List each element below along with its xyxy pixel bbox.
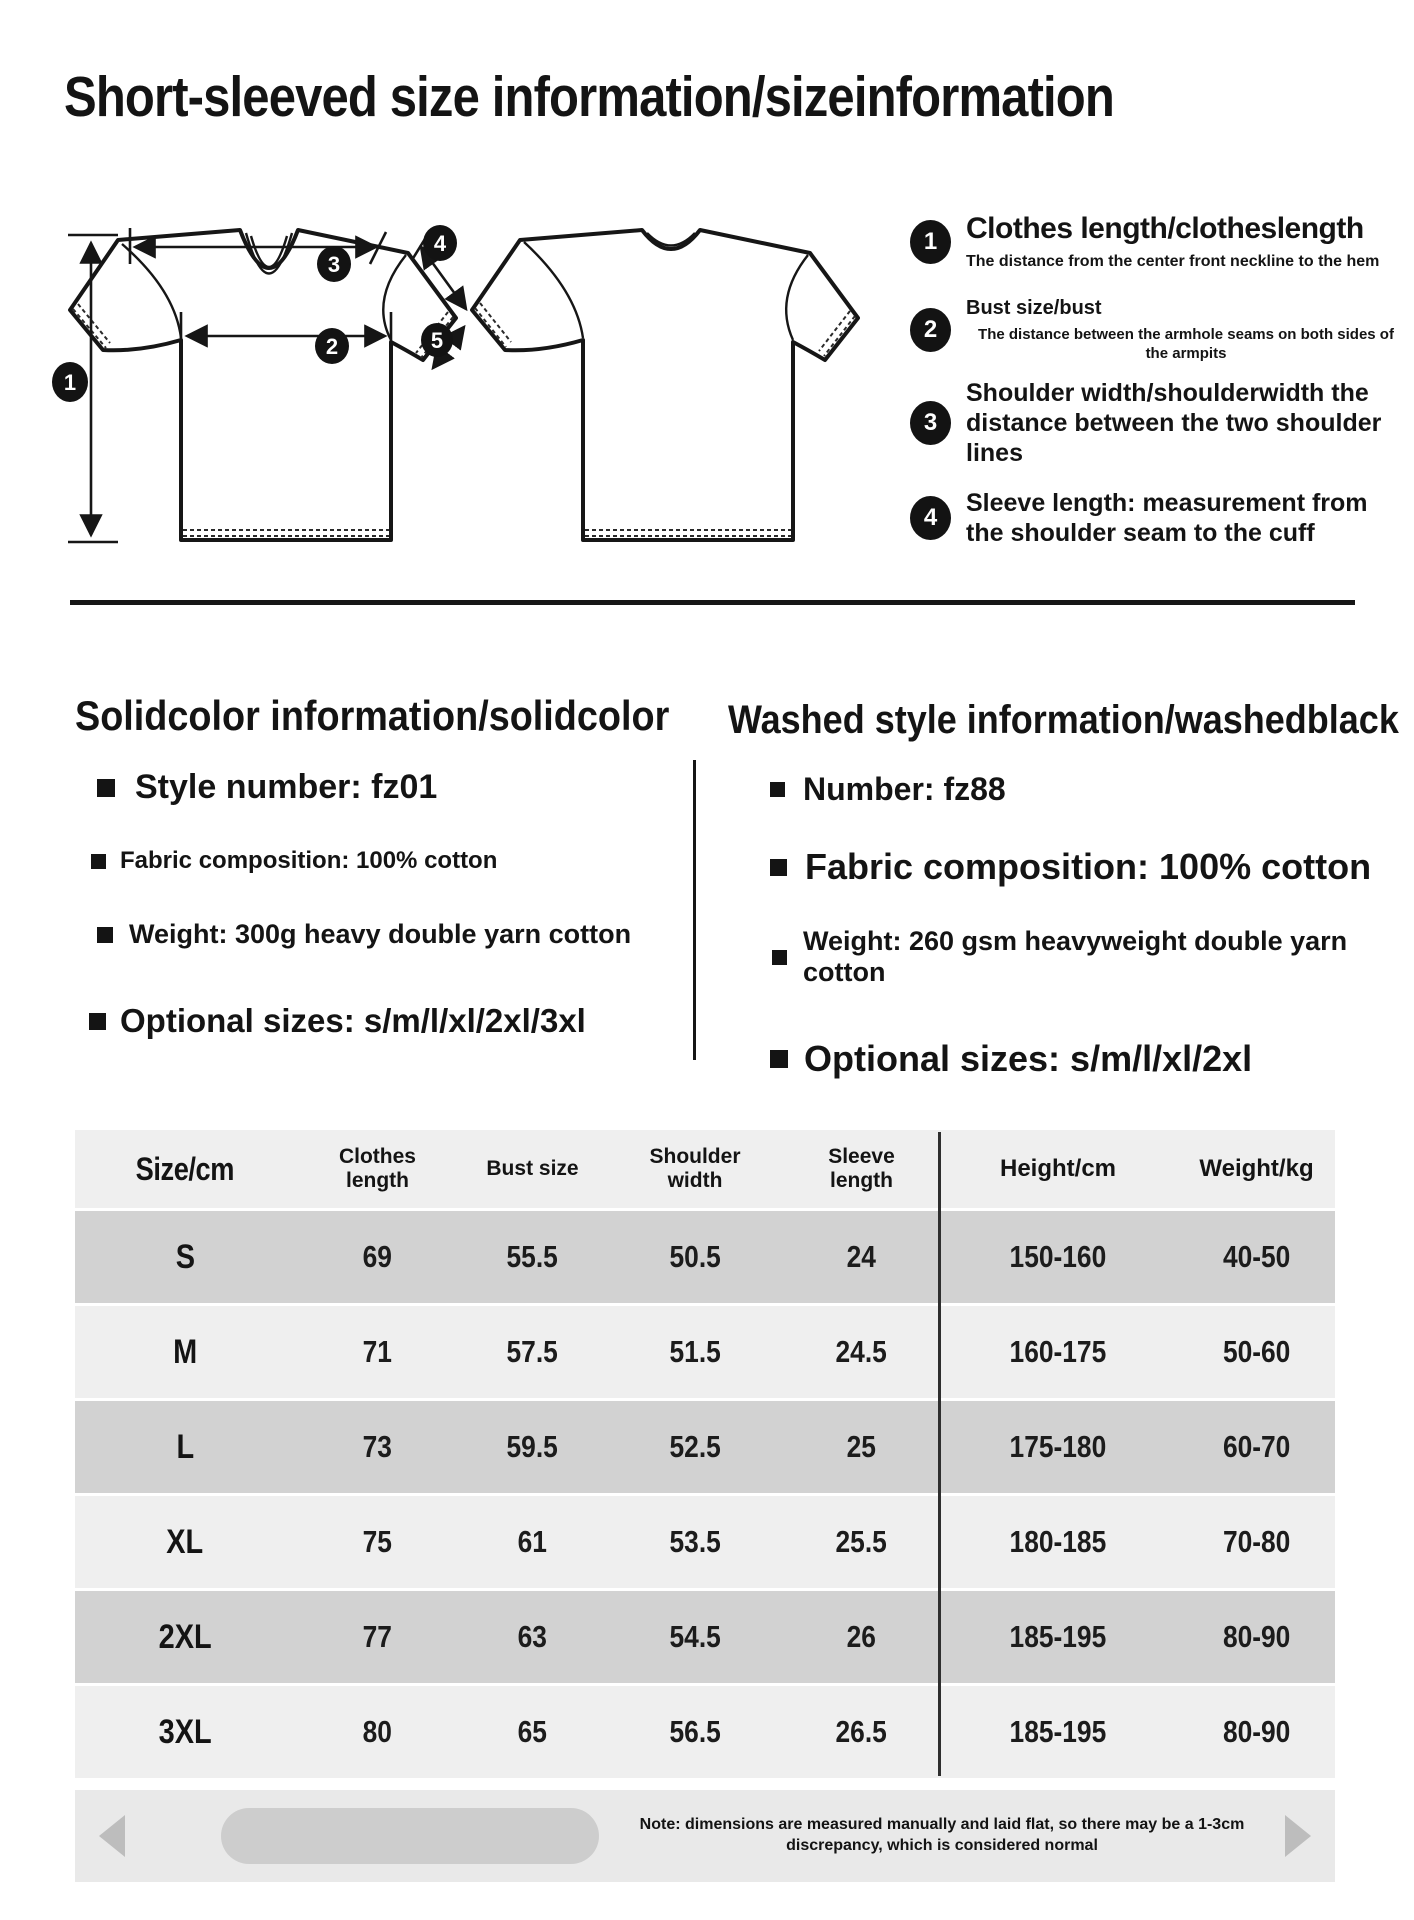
col-header-weight: Weight/kg (1199, 1155, 1314, 1183)
front-shirt-drawing (70, 230, 456, 540)
col-header-sleeve-length: Sleeve length (828, 1144, 895, 1192)
tshirt-measurement-diagram (40, 190, 920, 565)
legend-marker-3-icon: 3 (910, 401, 951, 445)
page-title: Short-sleeved size information/sizeinformation (64, 65, 1114, 129)
table-column-divider (938, 1132, 941, 1776)
washed-bullet-weight (728, 926, 1414, 988)
legend-marker-2-icon: 2 (910, 308, 951, 352)
svg-text:4: 4 (433, 231, 447, 256)
col-header-clothes-length: Clothes length (338, 1144, 416, 1192)
legend-item-bust-size (910, 297, 1406, 364)
legend-desc: The distance between the armhole seams on both sides of the armpits (978, 326, 1394, 362)
bullet-square-icon (91, 854, 106, 869)
washed-bullet-number (728, 771, 1414, 808)
legend-item-clothes-length (910, 212, 1379, 271)
svg-text:2: 2 (325, 334, 339, 359)
table-row-2xl: 2XL 77 63 54.5 26 185-195 80-90 (75, 1591, 1335, 1683)
back-shirt-drawing (472, 230, 858, 540)
note-text: Note: dimensions are measured manually and laid flat, so there may be a 1-3cm discrepancy, which is considered normal (639, 1816, 1245, 1854)
solid-bullet-weight (75, 919, 675, 950)
solid-bullet-fabric (75, 847, 675, 875)
table-row-3xl: 3XL 80 65 56.5 26.5 185-195 80-90 (75, 1686, 1335, 1778)
table-header-row (75, 1130, 1335, 1208)
legend-item-sleeve-length (910, 488, 1406, 548)
legend-item-shoulder-width (910, 378, 1406, 468)
diagram-marker-2 (315, 328, 349, 364)
legend-marker-1-icon: 1 (910, 220, 951, 264)
solid-bullet-sizes (75, 1002, 675, 1040)
bullet-text: Optional sizes: s/m/l/xl/2xl/3xl (120, 1002, 586, 1039)
table-row-m: M 71 57.5 51.5 24.5 160-175 50-60 (75, 1306, 1335, 1398)
table-row-s: S 69 55.5 50.5 24 150-160 40-50 (75, 1211, 1335, 1303)
legend-title: Sleeve length: measurement from the shoulder seam to the cuff (966, 489, 1368, 547)
bullet-text: Weight: 260 gsm heavyweight double yarn cotton (803, 926, 1348, 987)
svg-text:5: 5 (430, 328, 444, 353)
col-header-shoulder-width: Shoulder width (649, 1144, 741, 1192)
bullet-square-icon (770, 859, 787, 876)
table-row-l: L 73 59.5 52.5 25 175-180 60-70 (75, 1401, 1335, 1493)
section-divider (70, 600, 1355, 605)
washed-style-info (728, 698, 1414, 1080)
bullet-text: Style number: fz01 (135, 768, 438, 806)
diagram-marker-3 (317, 246, 351, 282)
legend-title: Clothes length/clotheslength (966, 212, 1364, 245)
bullet-square-icon (770, 1050, 788, 1068)
washed-bullet-fabric (728, 846, 1414, 888)
col-header-height: Height/cm (999, 1155, 1116, 1183)
legend-desc: The distance from the center front neckline to the hem (966, 253, 1380, 270)
diagram-marker-5 (421, 323, 453, 357)
col-header-bust-size: Bust size (486, 1156, 579, 1180)
bullet-text: Number: fz88 (803, 771, 1006, 807)
svg-text:1: 1 (63, 370, 77, 395)
diagram-marker-1 (52, 362, 88, 402)
solid-bullet-style-number (75, 768, 675, 807)
legend-title: Bust size/bust (966, 297, 1102, 319)
prev-arrow-icon[interactable] (99, 1815, 125, 1857)
svg-text:3: 3 (327, 252, 341, 277)
bullet-square-icon (97, 927, 113, 943)
bullet-square-icon (772, 950, 787, 965)
legend-marker-4-icon: 4 (910, 496, 951, 540)
bullet-text: Weight: 300g heavy double yarn cotton (129, 919, 632, 949)
scrollbar-pill[interactable] (221, 1808, 599, 1864)
washed-bullet-sizes (728, 1038, 1414, 1080)
bullet-text: Fabric composition: 100% cotton (805, 846, 1372, 887)
next-arrow-icon[interactable] (1285, 1815, 1311, 1857)
column-divider (693, 760, 696, 1060)
size-table (75, 1130, 1335, 1781)
legend-title: Shoulder width/shoulderwidth the distance between the two shoulder lines (966, 379, 1382, 467)
bullet-square-icon (97, 779, 115, 797)
washed-info-heading: Washed style information/washedblack (728, 698, 1399, 742)
solid-info-heading: Solidcolor information/solidcolor (75, 692, 670, 739)
col-header-size: Size/cm (135, 1150, 235, 1187)
bullet-text: Optional sizes: s/m/l/xl/2xl (804, 1038, 1253, 1079)
bullet-square-icon (89, 1013, 106, 1030)
tshirt-diagram-svg (40, 190, 920, 565)
note-bar (75, 1790, 1335, 1882)
table-row-xl: XL 75 61 53.5 25.5 180-185 70-80 (75, 1496, 1335, 1588)
diagram-marker-4 (423, 225, 457, 261)
bullet-text: Fabric composition: 100% cotton (120, 847, 498, 874)
bullet-square-icon (770, 782, 785, 797)
solid-color-info (75, 692, 675, 1040)
